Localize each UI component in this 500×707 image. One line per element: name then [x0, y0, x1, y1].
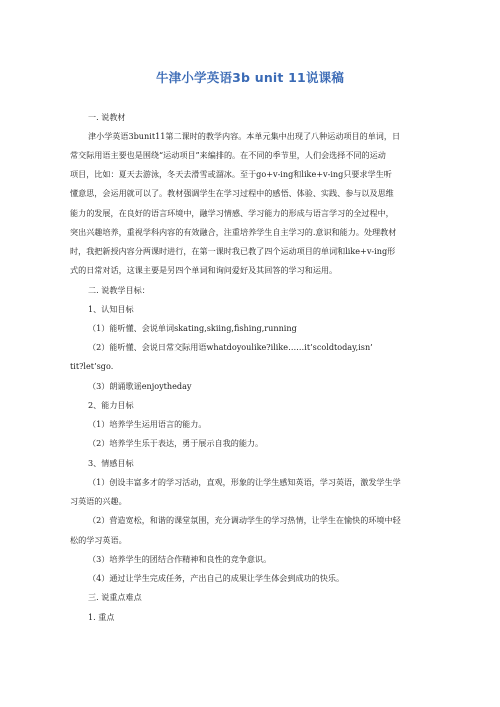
paragraph-line: 懂意思，会运用就可以了。教材强调学生在学习过程中的感悟、体验、实践、参与以及思维 [70, 188, 394, 198]
list-item-continuation: tit?let’sgo. [70, 361, 114, 371]
paragraph-line: 式的日常对话，这课主要是另四个单词和询问爱好及其回答的学习和运用。 [70, 265, 338, 275]
list-item: （3）培养学生的团结合作精神和良性的竞争意识。 [88, 554, 272, 564]
paragraph-line: 常交际用语主要也是围绕“运动项目”来编排的。在不同的季节里，人们会选择不同的运动 [70, 150, 386, 160]
subsection-heading: 1. 重点 [88, 612, 115, 622]
paragraph-line: 津小学英语3bunit11第二课时的教学内容。本单元集中出现了八种运动项目的单词，日 [88, 131, 401, 141]
section-heading: 二. 说教学目标： [88, 285, 150, 295]
list-item: （1）培养学生运用语言的能力。 [88, 419, 207, 429]
paragraph-line: 时，我把新授内容分两课时进行，在第一课时我已教了四个运动项目的单词和like+v-ing形 [70, 246, 396, 256]
list-item: （2）营造宽松，和谐的课堂氛围，充分调动学生的学习热情，让学生在愉快的环境中轻 [88, 515, 401, 525]
list-item: （2）能听懂、会说日常交际用语whatdoyoulike?ilike……it’scoldtoday,isn’ [88, 342, 373, 352]
subsection-heading: 1、认知目标 [88, 304, 134, 314]
section-heading: 三. 说重点难点 [88, 592, 142, 602]
list-item: （4）通过让学生完成任务，产出自己的成果让学生体会到成功的快乐。 [88, 573, 345, 583]
list-item: （1）能听懂、会说单词skating,skiing,fishing,running [88, 323, 297, 333]
list-item: （2）培养学生乐于表达，勇于展示自我的能力。 [88, 438, 264, 448]
list-item: （3）朗诵歌谣enjoytheday [88, 381, 192, 391]
paragraph-line: 项目，比如：夏天去游泳，冬天去滑雪或溜冰。至于go+v-ing和like+v-ing只要求学生听 [70, 169, 392, 179]
list-item: （1）创设丰富多才的学习活动，直观，形象的让学生感知英语，学习英语，激发学生学 [88, 477, 401, 487]
subsection-heading: 3、情感目标 [88, 458, 134, 468]
subsection-heading: 2、能力目标 [88, 400, 134, 410]
list-item-continuation: 松的学习英语。 [70, 535, 127, 545]
paragraph-line: 突出兴趣培养，重视学科内容的有效融合，注重培养学生自主学习的.意识和能力。处理教材 [70, 227, 397, 237]
list-item-continuation: 习英语的兴趣。 [70, 496, 127, 506]
document-title: 牛津小学英语3b unit 11说课稿 [155, 70, 345, 85]
section-heading: 一. 说教材 [88, 112, 126, 122]
paragraph-line: 能力的发展，在良好的语言环境中，融学习情感、学习能力的形成与语言学习的全过程中， [70, 208, 394, 218]
